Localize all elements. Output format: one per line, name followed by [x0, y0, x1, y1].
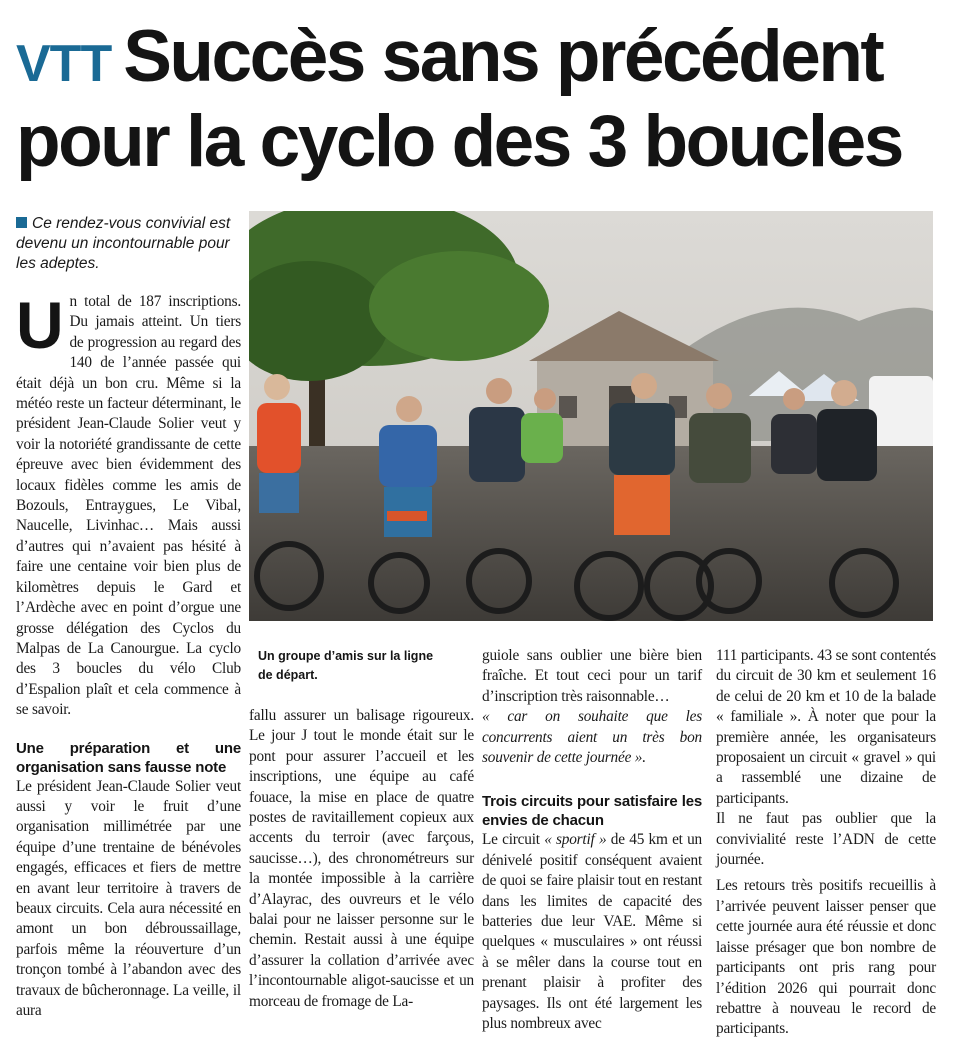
article-column-1: [16, 288, 241, 1021]
article-paragraph-convivialite: Il ne faut pas oublier que la convivialité reste l’ADN de cette journée.: [716, 810, 936, 869]
photo-caption: Un groupe d’amis sur la ligne de départ.: [258, 649, 434, 682]
article-quote: « car on souhaite que les concurrents aient un très bon souvenir de cette journée ».: [482, 708, 702, 767]
article-paragraph-tarif: guiole sans oublier une bière bien fraîche. Et tout ceci pour un tarif d’inscription très raisonnable…: [482, 647, 702, 705]
headline-line1: Succès sans précédent: [123, 16, 883, 97]
article-paragraph-conclusion: Les retours très positifs recueillis à l’arrivée peuvent laisser penser que cette journée aura été réussie et donc laisse présager que bon nombre de participants ont pris rang pour l’édition 2026 qui pourrait donc rebattre à nouveau le record de participants.: [716, 877, 936, 1038]
article-column-2: [249, 706, 474, 1012]
cyclists-group-photo: [249, 211, 933, 621]
drop-cap: U: [16, 288, 64, 362]
subheading-preparation: Une préparation et une organisation sans fausse note: [16, 739, 241, 776]
section-kicker: VTT: [16, 35, 112, 93]
article-paragraph-organisation: fallu assurer un balisage rigoureux. Le jour J tout le monde était sur le pont pour assurer l’accueil et les inscriptions, une équipe au café fouace, la mise en place de quatre postes de ravitaillement copieux aux accents du terroir (avec farçous, saucisse…), des chronométreurs sur la montée impossible à la carrière d’Alayrac, des ouvreurs et le vélo balai pour ne laisser personne sur le chemin. Restait aussi à une équipe d’assurer la collation d’arrivée avec l’incontournable aligot-saucisse et un morceau de fromage de La-: [249, 707, 474, 1010]
lead-text: Ce rendez-vous convivial est devenu un incontournable pour les adeptes.: [16, 215, 231, 272]
headline: [16, 18, 946, 181]
headline-line2: pour la cyclo des 3 boucles: [16, 101, 902, 182]
article-paragraph-intro: Un total de 187 inscriptions. Du jamais atteint. Un tiers de progression au regard des 140 de l’année passée qui était déjà un bon cru. Même si la météo reste un facteur déterminant, le président Jean-Claude Solier veut y voir la notoriété grandissante de cette épreuve avec bien évidemment des locaux fidèles comme les amis de Bozouls, Entraygues, Le Vibal, Naucelle, Livinhac… Mais aussi d’autres qui n’avaient pas hésité à faire une centaine voir bien plus de kilomètres depuis le Gard et l’Ardèche avec en point d’orgue une grosse délégation des Cyclos du Malpas de La Canourgue. La cyclo des 3 boucles du vélo Club d’Espalion plaît et cela commence à se savoir.: [16, 288, 241, 719]
article-photo: [249, 211, 933, 621]
article-paragraph-circuits: Le circuit « sportif » de 45 km et un dénivelé positif conséquent avaient de quoi se faire plaisir tout en restant dans les limites de capacité des batteries due leur VAE. Même si quelques « musculaires » ont réussi à se mêler dans la course tout en prenant plaisir à profiter des paysages. Ils ont été largement les plus nombreux avec: [482, 831, 702, 1033]
lead-bullet-icon: [16, 217, 27, 228]
article-column-4: [716, 646, 936, 1040]
article-column-3: [482, 646, 702, 1035]
article-paragraph-preparation: Le président Jean-Claude Solier veut aussi y voir le fruit d’une organisation millimétrée par une équipe d’une trentaine de bénévoles engagés, efficaces et fiers de mettre en avant leur territoire à travers de beaux circuits. Cela aura nécessité en amont un bon débroussaillage, parfois même la réouverture d’un tronçon tombé à l’abandon avec des travaux de bûcheronnage. La veille, il aura: [16, 777, 241, 1019]
lead-paragraph: [16, 214, 238, 274]
subheading-circuits: Trois circuits pour satisfaire les envies de chacun: [482, 793, 702, 830]
article-paragraph-participants: 111 participants. 43 se sont contentés du circuit de 30 km et seulement 16 de celui de 20 km et 10 de la balade « familiale ». À noter que pour la première année, les organisateurs proposaient un circuit « gravel » qui a rassemblé une dizaine de participants.: [716, 647, 936, 807]
